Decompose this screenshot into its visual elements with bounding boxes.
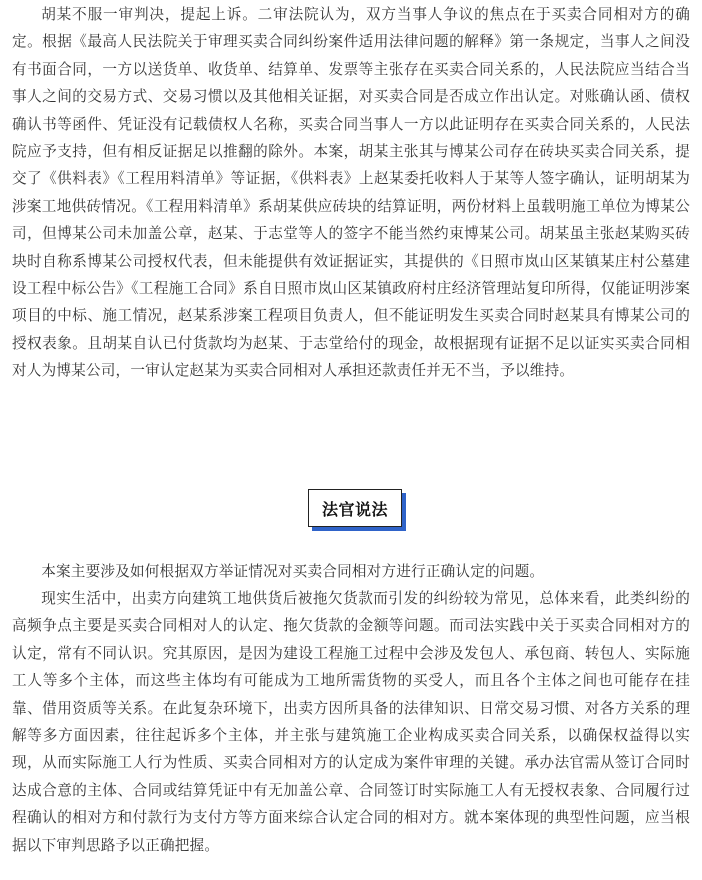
section-heading-label: 法官说法: [308, 489, 402, 527]
paragraph-case-summary: 本案主要涉及如何根据双方举证情况对买卖合同相对方进行正确认定的问题。: [41, 563, 545, 580]
section-heading: [308, 489, 410, 535]
paragraph-judge-analysis: 现实生活中，出卖方向建筑工地供货后被拖欠货款而引发的纠纷较为常见，总体来看，此类纠纷的高频争点主要是买卖合同相对人的认定、拖欠货款的金额等问题。而司法实践中关于买卖合同相对方的认定，常有不同认识。究其原因，是因为建设工程施工过程中会涉及发包人、承包商、转包人、实际施工人等多个主体，而这些主体均有可能成为工地所需货物的买受人，而且各个主体之间也可能存在挂靠、借用资质等关系。在此复杂环境下，出卖方因所具备的法律知识、日常交易习惯、对各方关系的理解等多方面因素，往往起诉多个主体，并主张与建筑施工企业构成买卖合同关系，以确保权益得以实现，从而实际施工人行为性质、买卖合同相对方的认定成为案件审理的关键。承办法官需从签订合同时达成合意的主体、合同或结算凭证中有无加盖公章、合同签订时实际施工人有无授权表象、合同履行过程确认的相对方和付款行为支付方等方面来综合认定合同的相对方。就本案体现的典型性问题，应当根据以下审判思路予以正确把握。: [12, 590, 690, 854]
paragraph-appeal-ruling: 胡某不服一审判决，提起上诉。二审法院认为，双方当事人争议的焦点在于买卖合同相对方的确定。根据《最高人民法院关于审理买卖合同纠纷案件适用法律问题的解释》第一条规定，当事人之间没有书面合同，一方以送货单、收货单、结算单、发票等主张存在买卖合同关系的，人民法院应当结合当事人之间的交易方式、交易习惯以及其他相关证据，对买卖合同是否成立作出认定。对账确认函、债权确认书等函件、凭证没有记载债权人名称，买卖合同当事人一方以此证明存在买卖合同关系的，人民法院应予支持，但有相反证据足以推翻的除外。本案，胡某主张其与博某公司存在砖块买卖合同关系，提交了《供料表》《工程用料清单》等证据，《供料表》上赵某委托收料人于某等人签字确认，证明胡某为涉案工地供砖情况。《工程用料清单》系胡某供应砖块的结算证明，两份材料上虽载明施工单位为博某公司，但博某公司未加盖公章，赵某、于志堂等人的签字不能当然约束博某公司。胡某虽主张赵某购买砖块时自称系博某公司授权代表，但未能提供有效证据证实，其提供的《日照市岚山区某镇某庄村公墓建设工程中标公告》《工程施工合同》系自日照市岚山区某镇政府村庄经济管理站复印所得，仅能证明涉案项目的中标、施工情况，赵某系涉案工程项目负责人，但不能证明发生买卖合同时赵某具有博某公司的授权表象。且胡某自认已付货款均为赵某、于志堂给付的现金，故根据现有证据不足以证实买卖合同相对人为博某公司，一审认定赵某为买卖合同相对人承担还款责任并无不当，予以维持。: [12, 6, 690, 380]
